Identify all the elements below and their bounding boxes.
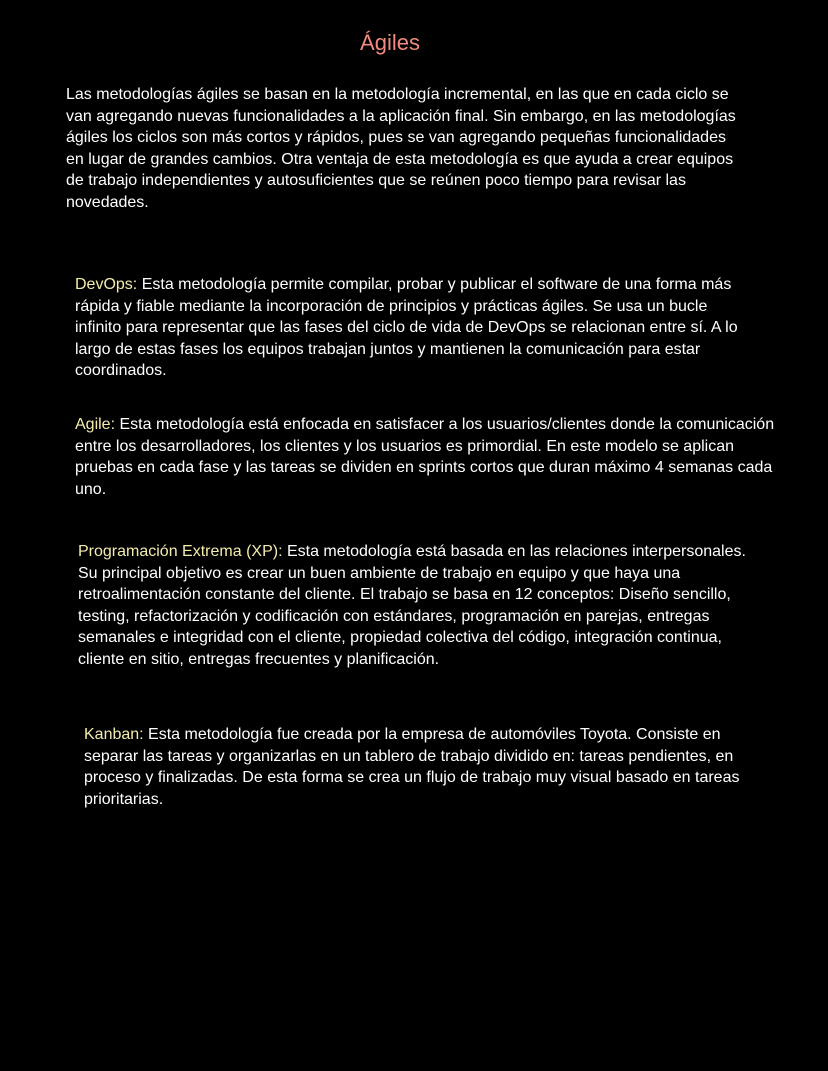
page-title: Ágiles bbox=[360, 30, 420, 55]
methodology-term: DevOps: bbox=[75, 276, 138, 293]
methodology-term: Programación Extrema (XP): bbox=[78, 543, 283, 560]
methodology-devops bbox=[75, 274, 755, 382]
intro-paragraph: Las metodologías ágiles se basan en la metodología incremental, en las que en cada ciclo se van agregando nuevas funcionalidades a la aplicación final. Sin embargo, en las metodologías ágiles los ciclos son más cortos y rápidos, pues se van agregando pequeñas funcionalidades en lugar de grandes cambios. Otra ventaja de esta metodología es que ayuda a crear equipos de trabajo independientes y autosuficientes que se reúnen poco tiempo para revisar las novedades. bbox=[66, 86, 736, 211]
methodology-agile bbox=[75, 414, 795, 500]
methodology-description: Esta metodología está enfocada en satisfacer a los usuarios/clientes donde la comunicación entre los desarrolladores, los clientes y los usuarios es primordial. En este modelo se aplican pruebas en cada fase y las tareas se dividen en sprints cortos que duran máximo 4 semanas cada uno. bbox=[75, 416, 775, 498]
methodology-kanban bbox=[84, 724, 744, 810]
methodology-description: Esta metodología permite compilar, probar y publicar el software de una forma más rápida y fiable mediante la incorporación de principios y prácticas ágiles. Se usa un bucle infinito para representar que las fases del ciclo de vida de DevOps se relacionan entre sí. A lo largo de estas fases los equipos trabajan juntos y mantienen la comunicación para estar coordinados. bbox=[75, 276, 738, 379]
methodology-term: Agile: bbox=[75, 416, 116, 433]
methodology-description: Esta metodología está basada en las relaciones interpersonales. Su principal objetivo es crear un buen ambiente de trabajo en equipo y que haya una retroalimentación constante del cliente. El trabajo se basa en 12 conceptos: Diseño sencillo, testing, refactorización y codificación con estándares, programación en parejas, entregas semanales e integridad con el cliente, propiedad colectiva del código, integración continua, cliente en sitio, entregas frecuentes y planificación. bbox=[78, 543, 746, 668]
methodology-description: Esta metodología fue creada por la empresa de automóviles Toyota. Consiste en separar las tareas y organizarlas en un tablero de trabajo dividido en: tareas pendientes, en proceso y finalizadas. De esta forma se crea un flujo de trabajo muy visual basado en tareas prioritarias. bbox=[84, 726, 740, 808]
methodology-xp bbox=[78, 541, 768, 670]
methodology-term: Kanban: bbox=[84, 726, 144, 743]
